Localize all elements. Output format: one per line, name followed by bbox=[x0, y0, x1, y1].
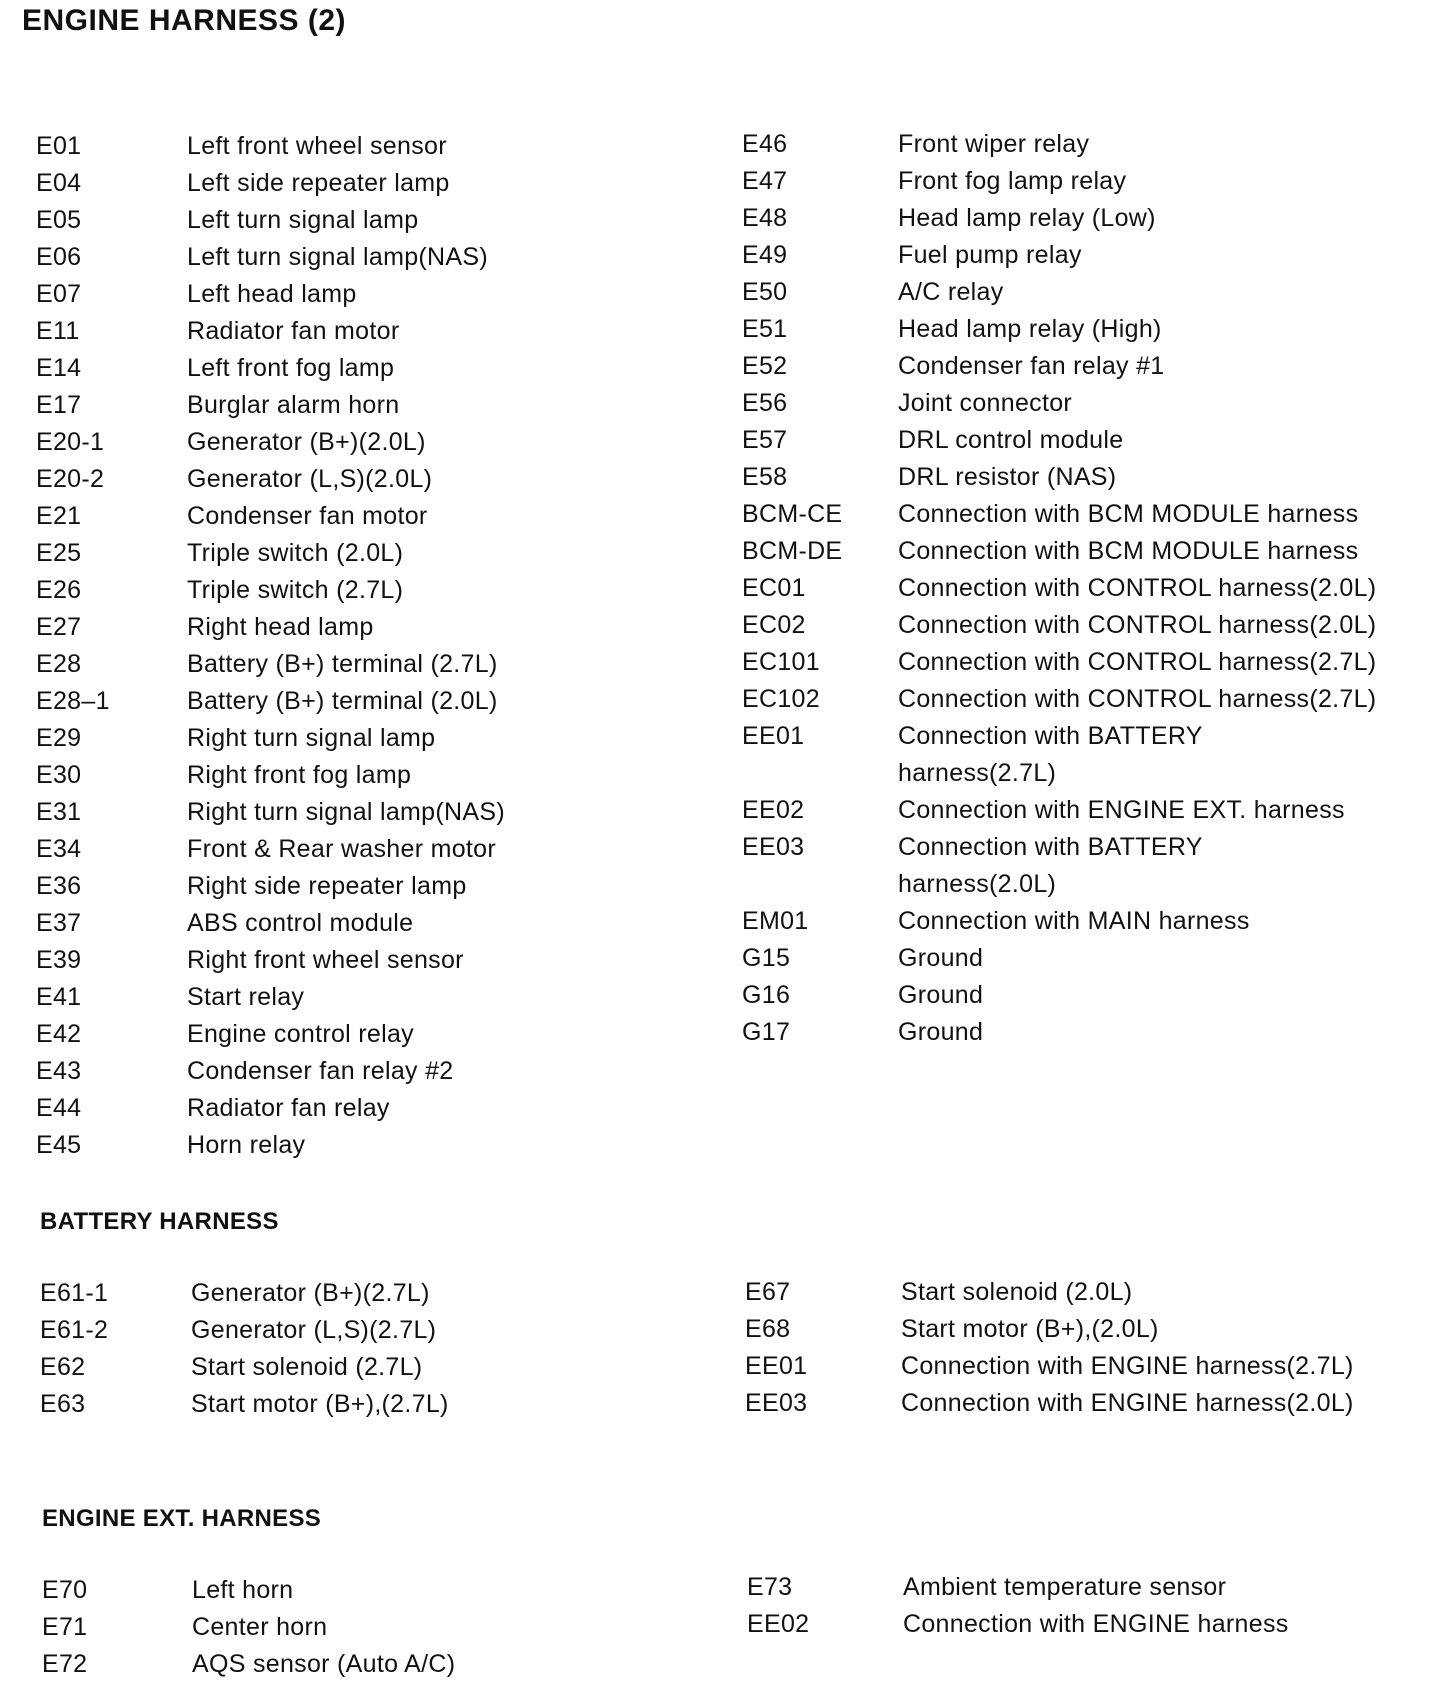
connector-code: E26 bbox=[36, 576, 82, 604]
connector-row bbox=[36, 609, 676, 646]
connector-row bbox=[36, 128, 676, 165]
connector-row bbox=[742, 1014, 1432, 1051]
connector-code: EC01 bbox=[742, 574, 806, 602]
connector-description: Condenser fan relay #1 bbox=[898, 352, 1165, 380]
connector-description: Horn relay bbox=[187, 1131, 306, 1159]
connector-code: E14 bbox=[36, 354, 82, 382]
connector-description: Connection with BCM MODULE harness bbox=[898, 500, 1359, 528]
connector-row bbox=[40, 1386, 680, 1423]
connector-row bbox=[36, 498, 676, 535]
connector-code: E01 bbox=[36, 132, 82, 160]
connector-code: E27 bbox=[36, 613, 82, 641]
connector-row bbox=[742, 163, 1432, 200]
connector-description: Connection with CONTROL harness(2.0L) bbox=[898, 574, 1377, 602]
connector-row bbox=[36, 276, 676, 313]
connector-code: E21 bbox=[36, 502, 82, 530]
connector-code: E39 bbox=[36, 946, 82, 974]
connector-code: E43 bbox=[36, 1057, 82, 1085]
connector-code: G15 bbox=[742, 944, 791, 972]
connector-code: E71 bbox=[42, 1613, 88, 1641]
connector-row bbox=[36, 905, 676, 942]
connector-description: Left side repeater lamp bbox=[187, 169, 450, 197]
connector-description: Right turn signal lamp bbox=[187, 724, 436, 752]
connector-description: Left turn signal lamp(NAS) bbox=[187, 243, 488, 271]
connector-row bbox=[36, 1053, 676, 1090]
connector-description: Burglar alarm horn bbox=[187, 391, 400, 419]
connector-description: Fuel pump relay bbox=[898, 241, 1082, 269]
connector-row bbox=[742, 126, 1432, 163]
connector-row bbox=[42, 1572, 682, 1609]
connector-row bbox=[742, 718, 1432, 792]
connector-description: Radiator fan relay bbox=[187, 1094, 390, 1122]
connector-code: E72 bbox=[42, 1650, 88, 1678]
connector-code: E61-1 bbox=[40, 1279, 109, 1307]
connector-description: Connection with CONTROL harness(2.7L) bbox=[898, 685, 1377, 713]
engine-ext-harness-right-list bbox=[747, 1569, 1437, 1643]
connector-description: Head lamp relay (Low) bbox=[898, 204, 1156, 232]
connector-row bbox=[747, 1606, 1437, 1643]
connector-code: BCM-CE bbox=[742, 500, 843, 528]
connector-code: E29 bbox=[36, 724, 82, 752]
connector-row bbox=[36, 942, 676, 979]
connector-code: E61-2 bbox=[40, 1316, 109, 1344]
connector-description: Start motor (B+),(2.7L) bbox=[191, 1390, 449, 1418]
connector-description: Battery (B+) terminal (2.0L) bbox=[187, 687, 498, 715]
connector-code: E07 bbox=[36, 280, 82, 308]
connector-code: E36 bbox=[36, 872, 82, 900]
connector-code: E42 bbox=[36, 1020, 82, 1048]
connector-code: E30 bbox=[36, 761, 82, 789]
battery-harness-title: BATTERY HARNESS bbox=[40, 1208, 279, 1235]
connector-code: E52 bbox=[742, 352, 788, 380]
connector-description: Connection with BATTERY harness(2.7L) bbox=[898, 722, 1203, 787]
connector-code: E45 bbox=[36, 1131, 82, 1159]
connector-row bbox=[36, 794, 676, 831]
connector-row bbox=[742, 903, 1432, 940]
connector-row bbox=[36, 572, 676, 609]
connector-row bbox=[36, 683, 676, 720]
connector-row bbox=[742, 496, 1432, 533]
connector-row bbox=[36, 461, 676, 498]
connector-row bbox=[742, 459, 1432, 496]
connector-row bbox=[36, 424, 676, 461]
connector-code: EM01 bbox=[742, 907, 809, 935]
connector-description: Right head lamp bbox=[187, 613, 374, 641]
connector-row bbox=[742, 274, 1432, 311]
connector-row bbox=[745, 1385, 1435, 1422]
connector-description: Ground bbox=[898, 944, 984, 972]
connector-description: Connection with ENGINE harness(2.0L) bbox=[901, 1389, 1354, 1417]
connector-description: Ambient temperature sensor bbox=[903, 1573, 1227, 1601]
connector-description: ABS control module bbox=[187, 909, 414, 937]
connector-code: E62 bbox=[40, 1353, 86, 1381]
connector-code: E56 bbox=[742, 389, 788, 417]
connector-code: EC02 bbox=[742, 611, 806, 639]
connector-code: E31 bbox=[36, 798, 82, 826]
connector-description: Left front fog lamp bbox=[187, 354, 395, 382]
connector-description: Generator (B+)(2.7L) bbox=[191, 1279, 430, 1307]
connector-row bbox=[742, 570, 1432, 607]
connector-row bbox=[742, 644, 1432, 681]
connector-description: Left horn bbox=[192, 1576, 294, 1604]
connector-row bbox=[742, 237, 1432, 274]
connector-row bbox=[742, 940, 1432, 977]
connector-code: EE02 bbox=[747, 1610, 810, 1638]
connector-description: Connection with BCM MODULE harness bbox=[898, 537, 1359, 565]
connector-row bbox=[42, 1609, 682, 1646]
connector-description: Start solenoid (2.0L) bbox=[901, 1278, 1133, 1306]
connector-code: EE01 bbox=[742, 722, 805, 750]
connector-code: E51 bbox=[742, 315, 788, 343]
connector-description: DRL resistor (NAS) bbox=[898, 463, 1117, 491]
connector-code: E28 bbox=[36, 650, 82, 678]
connector-code: E25 bbox=[36, 539, 82, 567]
connector-row bbox=[742, 348, 1432, 385]
connector-description: Start motor (B+),(2.0L) bbox=[901, 1315, 1159, 1343]
connector-row bbox=[36, 239, 676, 276]
connector-description: Battery (B+) terminal (2.7L) bbox=[187, 650, 498, 678]
connector-code: G16 bbox=[742, 981, 791, 1009]
connector-code: E73 bbox=[747, 1573, 793, 1601]
connector-code: E47 bbox=[742, 167, 788, 195]
connector-row bbox=[42, 1646, 682, 1683]
connector-row bbox=[36, 202, 676, 239]
connector-code: G17 bbox=[742, 1018, 791, 1046]
connector-row bbox=[742, 533, 1432, 570]
connector-description: Start solenoid (2.7L) bbox=[191, 1353, 423, 1381]
connector-row bbox=[36, 831, 676, 868]
connector-row bbox=[745, 1311, 1435, 1348]
connector-row bbox=[742, 311, 1432, 348]
connector-code: EE03 bbox=[742, 833, 805, 861]
connector-row bbox=[36, 868, 676, 905]
connector-description: Condenser fan motor bbox=[187, 502, 428, 530]
connector-description: AQS sensor (Auto A/C) bbox=[192, 1650, 456, 1678]
connector-description: Connection with MAIN harness bbox=[898, 907, 1250, 935]
connector-description: Connection with BATTERY harness(2.0L) bbox=[898, 833, 1203, 898]
connector-description: Connection with ENGINE harness bbox=[903, 1610, 1289, 1638]
connector-row bbox=[742, 385, 1432, 422]
connector-row bbox=[36, 1090, 676, 1127]
engine-ext-harness-title: ENGINE EXT. HARNESS bbox=[42, 1505, 322, 1532]
connector-description: DRL control module bbox=[898, 426, 1124, 454]
connector-code: E70 bbox=[42, 1576, 88, 1604]
connector-description: Connection with ENGINE harness(2.7L) bbox=[901, 1352, 1354, 1380]
connector-description: Triple switch (2.7L) bbox=[187, 576, 404, 604]
connector-description: Head lamp relay (High) bbox=[898, 315, 1162, 343]
connector-row bbox=[40, 1349, 680, 1386]
connector-code: E57 bbox=[742, 426, 788, 454]
connector-row bbox=[745, 1348, 1435, 1385]
connector-description: Generator (L,S)(2.0L) bbox=[187, 465, 433, 493]
engine-harness-right-list bbox=[742, 126, 1432, 1051]
connector-description: Radiator fan motor bbox=[187, 317, 400, 345]
connector-row bbox=[742, 681, 1432, 718]
connector-row bbox=[36, 720, 676, 757]
connector-description: Engine control relay bbox=[187, 1020, 414, 1048]
connector-description: A/C relay bbox=[898, 278, 1004, 306]
connector-code: E48 bbox=[742, 204, 788, 232]
connector-description: Front fog lamp relay bbox=[898, 167, 1127, 195]
connector-description: Ground bbox=[898, 981, 984, 1009]
connector-code: E67 bbox=[745, 1278, 791, 1306]
connector-code: E28–1 bbox=[36, 687, 110, 715]
connector-description: Connection with CONTROL harness(2.7L) bbox=[898, 648, 1377, 676]
engine-ext-harness-left-list bbox=[42, 1572, 682, 1683]
connector-description: Generator (B+)(2.0L) bbox=[187, 428, 426, 456]
connector-row bbox=[40, 1312, 680, 1349]
connector-row bbox=[742, 829, 1432, 903]
connector-row bbox=[36, 1016, 676, 1053]
connector-code: EE03 bbox=[745, 1389, 808, 1417]
connector-row bbox=[36, 646, 676, 683]
connector-code: EC102 bbox=[742, 685, 820, 713]
connector-row bbox=[36, 165, 676, 202]
connector-code: E37 bbox=[36, 909, 82, 937]
connector-description: Left turn signal lamp bbox=[187, 206, 419, 234]
connector-code: E05 bbox=[36, 206, 82, 234]
connector-code: E11 bbox=[36, 317, 80, 345]
connector-description: Generator (L,S)(2.7L) bbox=[191, 1316, 437, 1344]
connector-row bbox=[40, 1275, 680, 1312]
connector-code: EC101 bbox=[742, 648, 820, 676]
connector-code: BCM-DE bbox=[742, 537, 843, 565]
engine-harness-left-list bbox=[36, 128, 676, 1164]
connector-row bbox=[747, 1569, 1437, 1606]
connector-row bbox=[36, 1127, 676, 1164]
connector-row bbox=[742, 607, 1432, 644]
connector-row bbox=[36, 313, 676, 350]
connector-row bbox=[742, 977, 1432, 1014]
connector-row bbox=[742, 792, 1432, 829]
connector-code: E20-1 bbox=[36, 428, 105, 456]
connector-code: E17 bbox=[36, 391, 82, 419]
connector-code: E20-2 bbox=[36, 465, 105, 493]
connector-description: Front wiper relay bbox=[898, 130, 1090, 158]
connector-code: E63 bbox=[40, 1390, 86, 1418]
connector-row bbox=[36, 757, 676, 794]
connector-code: E06 bbox=[36, 243, 82, 271]
connector-description: Right turn signal lamp(NAS) bbox=[187, 798, 505, 826]
connector-code: E34 bbox=[36, 835, 82, 863]
connector-description: Connection with ENGINE EXT. harness bbox=[898, 796, 1345, 824]
connector-description: Front & Rear washer motor bbox=[187, 835, 496, 863]
connector-description: Condenser fan relay #2 bbox=[187, 1057, 454, 1085]
connector-description: Right front wheel sensor bbox=[187, 946, 464, 974]
connector-row bbox=[36, 535, 676, 572]
connector-description: Triple switch (2.0L) bbox=[187, 539, 404, 567]
connector-row bbox=[742, 200, 1432, 237]
connector-code: E50 bbox=[742, 278, 788, 306]
connector-row bbox=[742, 422, 1432, 459]
connector-code: EE02 bbox=[742, 796, 805, 824]
page-title: ENGINE HARNESS (2) bbox=[22, 4, 347, 37]
connector-code: E41 bbox=[36, 983, 82, 1011]
connector-description: Left front wheel sensor bbox=[187, 132, 447, 160]
connector-row bbox=[36, 350, 676, 387]
connector-code: EE01 bbox=[745, 1352, 808, 1380]
connector-code: E58 bbox=[742, 463, 788, 491]
connector-description: Joint connector bbox=[898, 389, 1073, 417]
connector-description: Center horn bbox=[192, 1613, 328, 1641]
battery-harness-right-list bbox=[745, 1274, 1435, 1422]
connector-description: Ground bbox=[898, 1018, 984, 1046]
connector-description: Left head lamp bbox=[187, 280, 357, 308]
connector-code: E49 bbox=[742, 241, 788, 269]
connector-code: E04 bbox=[36, 169, 82, 197]
connector-row bbox=[745, 1274, 1435, 1311]
connector-description: Start relay bbox=[187, 983, 305, 1011]
connector-code: E46 bbox=[742, 130, 788, 158]
connector-description: Right side repeater lamp bbox=[187, 872, 467, 900]
connector-description: Right front fog lamp bbox=[187, 761, 412, 789]
connector-row bbox=[36, 979, 676, 1016]
connector-description: Connection with CONTROL harness(2.0L) bbox=[898, 611, 1377, 639]
connector-code: E68 bbox=[745, 1315, 791, 1343]
connector-row bbox=[36, 387, 676, 424]
connector-code: E44 bbox=[36, 1094, 82, 1122]
battery-harness-left-list bbox=[40, 1275, 680, 1423]
